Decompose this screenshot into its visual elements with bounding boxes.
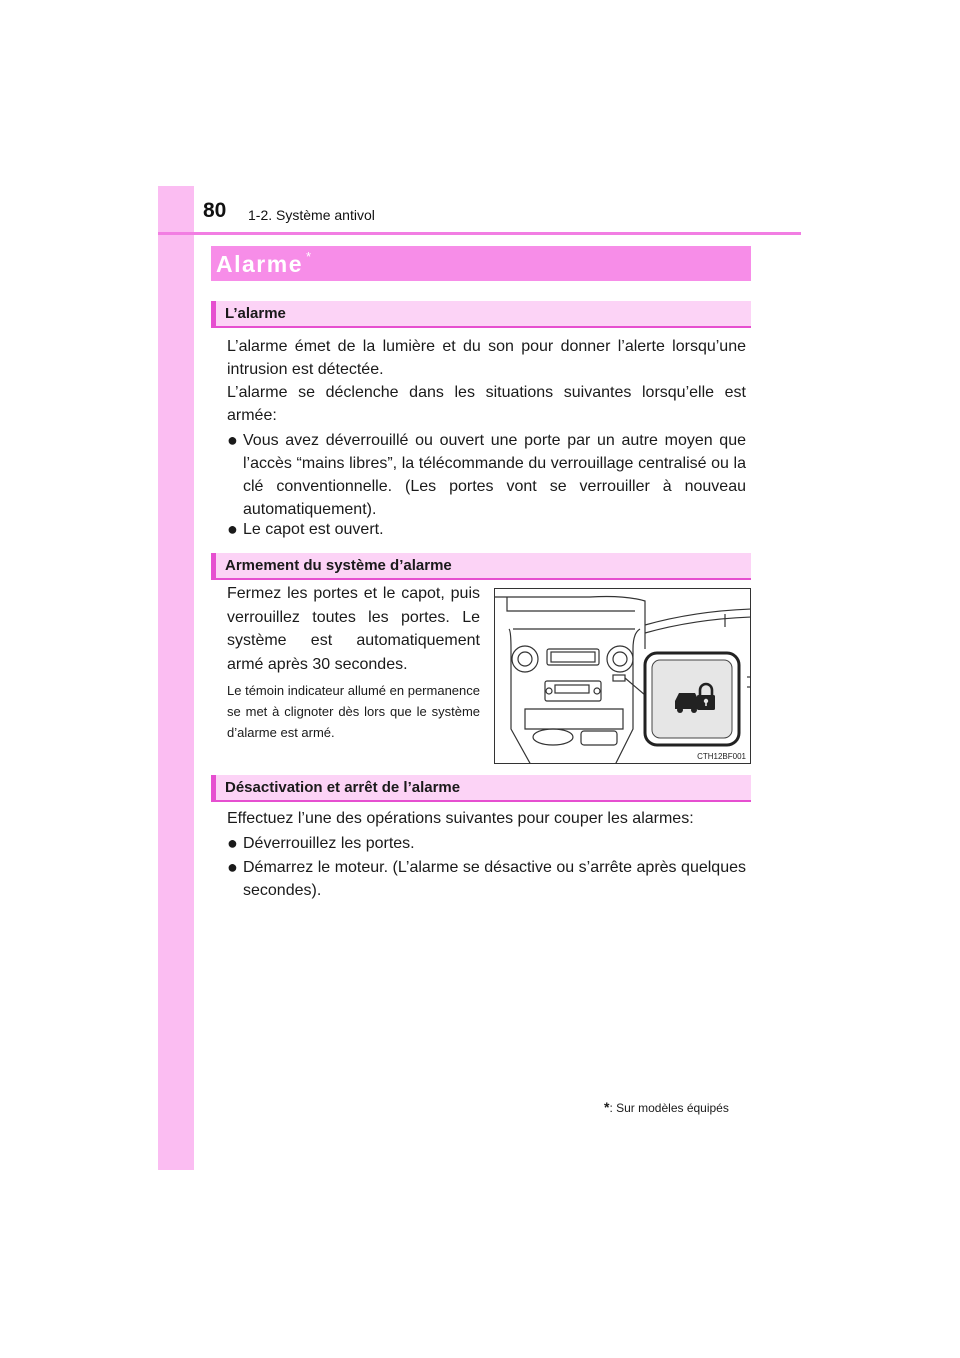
bullet-icon: ●: [227, 519, 238, 539]
section-heading-text: Désactivation et arrêt de l’alarme: [225, 779, 461, 796]
section-heading-text: Armement du système d’alarme: [225, 557, 452, 574]
alarm-trigger-paragraph: L’alarme se déclenche dans les situations suivantes lorsqu’elle est armée:: [227, 384, 746, 424]
list-item-text: Vous avez déverrouillé ou ouvert une porte par un autre moyen que l’accès “mains libres”, la télécommande du verrouillage centralisé ou la clé conventionnelle. (Les portes vont se verrouiller à nouveau automatiquement).: [243, 432, 746, 518]
bullet-icon: ●: [227, 430, 238, 450]
list-item: [227, 429, 746, 521]
footnote: [604, 1099, 729, 1115]
figure-code: CTH12BF001: [697, 752, 746, 761]
running-head: 1-2. Système antivol: [248, 207, 375, 223]
side-band: [158, 186, 194, 1170]
bullet-icon: ●: [227, 833, 238, 853]
disarm-paragraph: Effectuez l’une des opérations suivantes pour couper les alarmes:: [227, 810, 694, 827]
list-item-text: Déverrouillez les portes.: [243, 835, 415, 852]
section-heading-text: L’alarme: [225, 305, 286, 322]
list-item-text: Démarrez le moteur. (L’alarme se désactive ou s’arrête après quelques secondes).: [243, 859, 746, 899]
list-item-text: Le capot est ouvert.: [243, 521, 384, 538]
bullet-icon: ●: [227, 857, 238, 877]
list-item: [227, 832, 746, 855]
footnote-star: *: [604, 1099, 610, 1115]
header-rule: [158, 232, 801, 235]
page-number: 80: [203, 199, 227, 222]
dashboard-illustration: [494, 588, 751, 764]
title-star: *: [306, 249, 312, 264]
footnote-text: : Sur modèles équipés: [609, 1101, 729, 1115]
dashboard-drawing: [495, 589, 751, 764]
section-heading-arming: [211, 553, 751, 580]
arming-note: Le témoin indicateur allumé en permanence se met à clignoter dès lors que le système d’alarme est armé.: [227, 683, 480, 740]
alarm-intro-paragraph: L’alarme émet de la lumière et du son pour donner l’alerte lorsqu’une intrusion est détectée.: [227, 338, 746, 378]
section-heading-alarm: [211, 301, 751, 328]
arming-paragraph: Fermez les portes et le capot, puis verrouillez toutes les portes. Le système est automatiquement armé après 30 secondes.: [227, 585, 480, 673]
list-item: [227, 856, 746, 902]
section-heading-disarm: [211, 775, 751, 802]
page-title: Alarme: [216, 251, 303, 277]
list-item: [227, 518, 746, 541]
